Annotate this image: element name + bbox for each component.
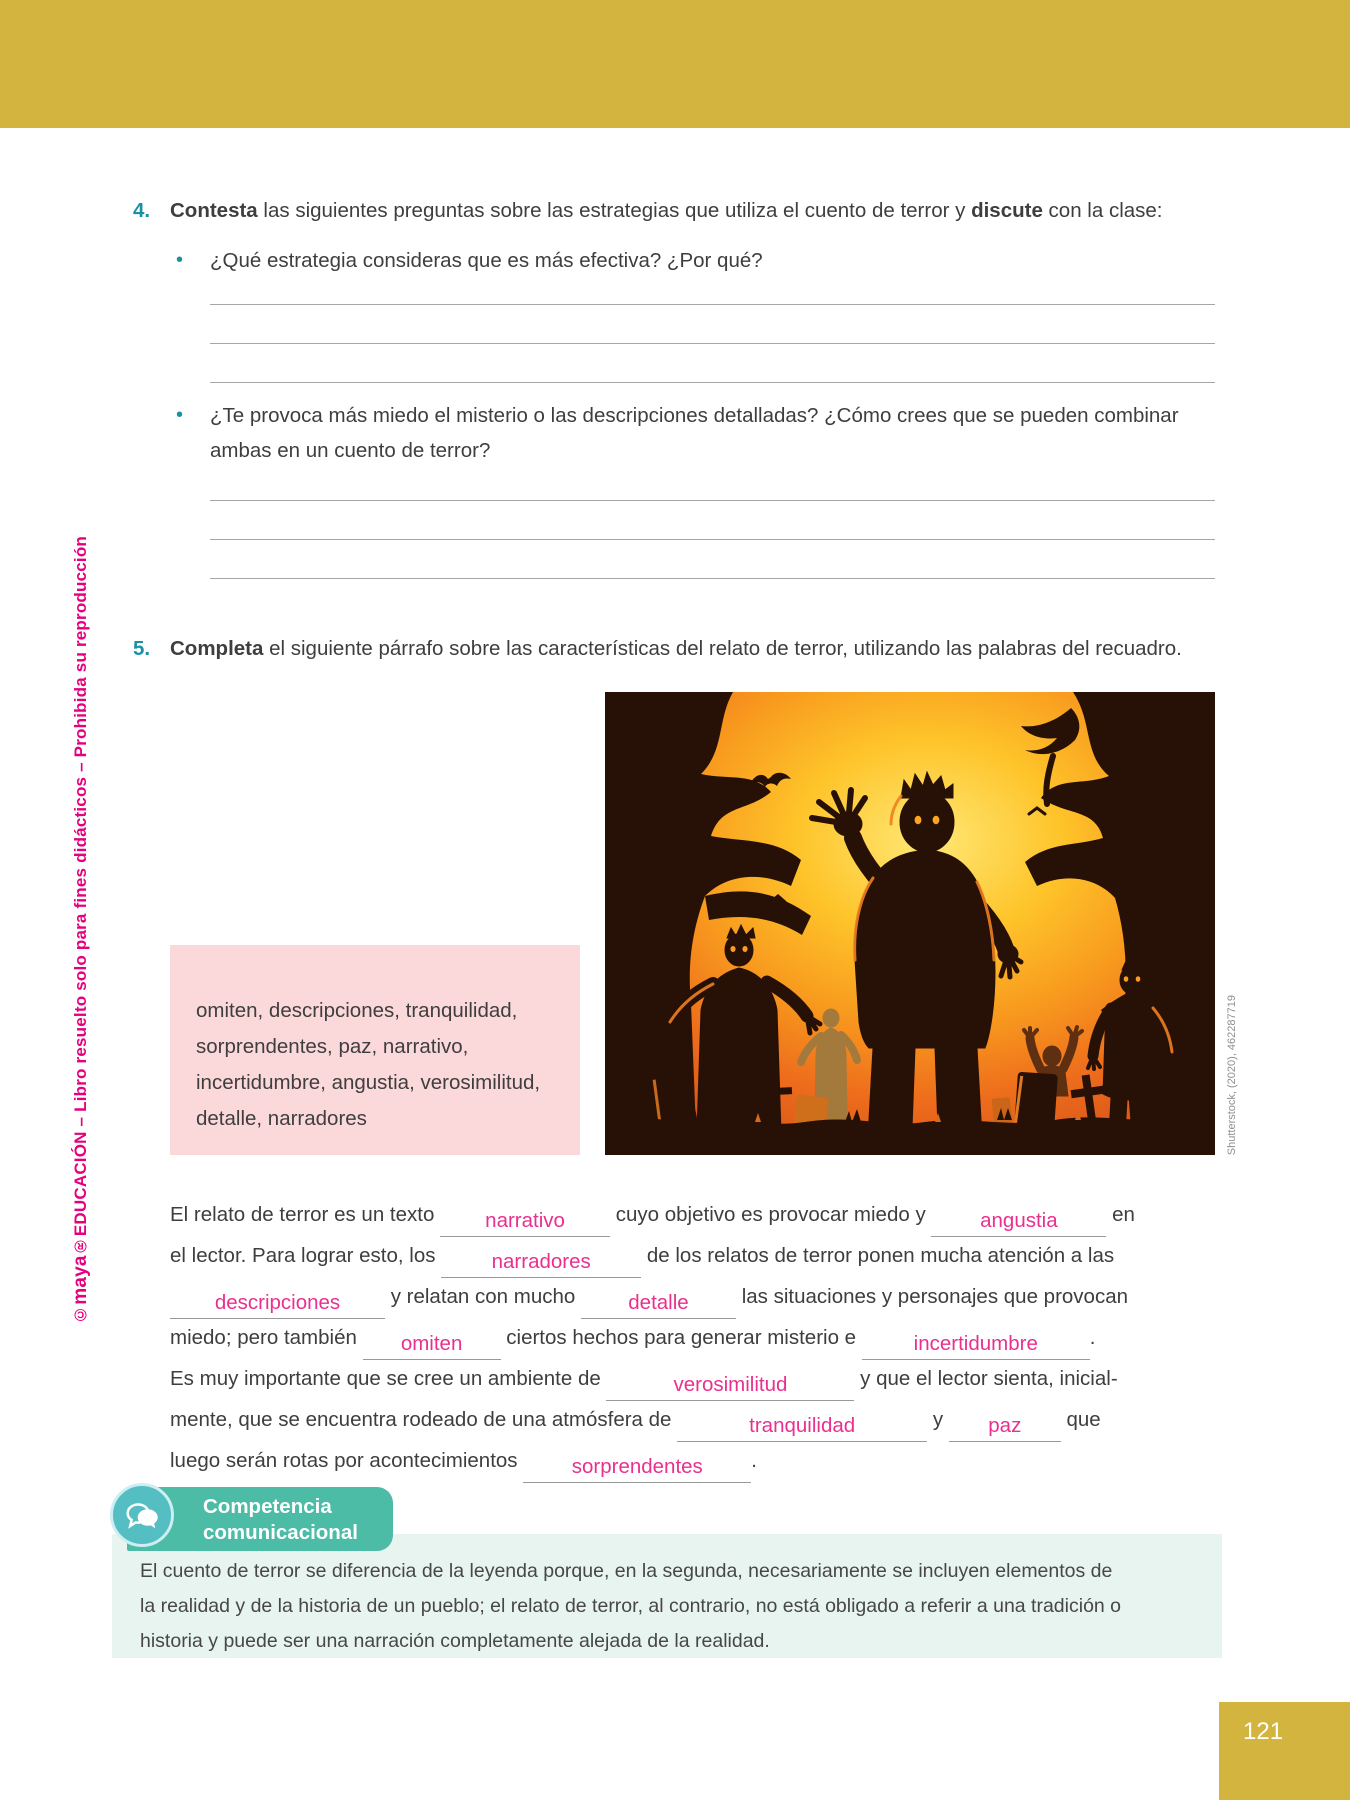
copyright-symbol: © xyxy=(71,1304,90,1324)
publisher-logo-text: maya xyxy=(70,1255,91,1305)
answer-line xyxy=(210,305,1215,344)
paragraph-text: las situaciones y personajes que provocan xyxy=(736,1285,1129,1308)
copyright-text xyxy=(70,536,92,1324)
bullet-icon: • xyxy=(176,249,184,271)
paragraph-text: Es muy importante que se cree un ambiente de xyxy=(170,1367,607,1390)
fill-in-answer: tranquilidad xyxy=(677,1411,927,1442)
fill-in-answer: sorprendentes xyxy=(523,1452,751,1483)
activity-4-instruction xyxy=(170,196,1215,226)
paragraph-text: luego serán rotas por acontecimientos xyxy=(170,1449,524,1472)
instruction-verb: Completa xyxy=(170,637,264,660)
instruction-text: el siguiente párrafo sobre las características del relato de terror, utilizando las palabras del recuadro. xyxy=(263,637,1182,660)
answer-lines-1 xyxy=(210,266,1215,383)
paragraph-text: en xyxy=(1106,1203,1135,1226)
paragraph-text: cuyo objetivo es provocar miedo y xyxy=(610,1203,932,1226)
competencia-body-line: historia y puede ser una narración completamente alejada de la realidad. xyxy=(140,1630,770,1652)
competencia-title-line2: comunicacional xyxy=(203,1521,358,1544)
answer-line xyxy=(210,501,1215,540)
competencia-body-line: la realidad y de la historia de un pueblo; el relato de terror, al contrario, no está obligado a referir a una tradición o xyxy=(140,1595,1122,1617)
paragraph-line xyxy=(170,1196,1220,1237)
activity-5 xyxy=(133,630,1215,668)
activity-5-instruction xyxy=(170,630,1215,668)
paragraph-text: el lector. Para lograr esto, los xyxy=(170,1244,442,1267)
zombie-illustration-svg xyxy=(605,692,1215,1155)
paragraph-text: miedo; pero también xyxy=(170,1326,363,1349)
fill-paragraph xyxy=(170,1196,1220,1483)
image-credit xyxy=(1224,692,1246,1155)
answer-line xyxy=(210,344,1215,383)
fill-in-answer: narradores xyxy=(441,1247,641,1278)
top-gold-band xyxy=(0,0,1350,128)
activity-4 xyxy=(133,196,1215,226)
instruction-text: las siguientes preguntas sobre las estrategias que utiliza el cuento de terror y xyxy=(257,199,972,222)
word-bank-words: omiten, descripciones, tranquilidad, sorprendentes, paz, narrativo, incertidumbre, angustia, verosimilitud, detalle, narradores xyxy=(196,999,541,1130)
paragraph-text: y que el lector sienta, inicial- xyxy=(854,1367,1118,1390)
question-1-text: ¿Qué estrategia consideras que es más efectiva? ¿Por qué? xyxy=(210,249,763,272)
copyright-sidebar xyxy=(64,400,98,1460)
chat-bubbles-glyph xyxy=(121,1494,163,1536)
paragraph-text: y relatan con mucho xyxy=(385,1285,581,1308)
paragraph-text: . xyxy=(1089,1326,1096,1349)
question-2-text: ¿Te provoca más miedo el misterio o las descripciones detalladas? ¿Cómo crees que se pueden combinar ambas en un cuento de terror? xyxy=(210,404,1179,462)
fill-in-answer: omiten xyxy=(363,1329,501,1360)
competencia-body xyxy=(112,1534,1222,1658)
paragraph-text: de los relatos de terror ponen mucha atención a las xyxy=(641,1244,1115,1267)
paragraph-text: que xyxy=(1060,1408,1101,1431)
paragraph-text: ciertos hechos para generar misterio e xyxy=(500,1326,862,1349)
paragraph-line xyxy=(170,1401,1220,1442)
paragraph-line xyxy=(170,1319,1220,1360)
competencia-title-line1: Competencia xyxy=(203,1495,332,1518)
paragraph-line xyxy=(170,1237,1220,1278)
answer-line xyxy=(210,540,1215,579)
paragraph-text: y xyxy=(927,1408,949,1431)
speech-bubbles-icon xyxy=(110,1483,174,1547)
page-number: 121 xyxy=(1243,1718,1284,1745)
paragraph-line xyxy=(170,1278,1220,1319)
fill-in-answer: descripciones xyxy=(170,1288,385,1319)
activity-4-number: 4. xyxy=(133,199,151,222)
answer-line xyxy=(210,266,1215,305)
paragraph-text: El relato de terror es un texto xyxy=(170,1203,441,1226)
zombie-graveyard-illustration xyxy=(605,692,1215,1155)
fill-in-answer: paz xyxy=(949,1411,1061,1442)
instruction-verb: Contesta xyxy=(170,199,258,222)
word-bank-box xyxy=(170,945,580,1155)
paragraph-text: mente, que se encuentra rodeado de una atmósfera de xyxy=(170,1408,678,1431)
activity-5-number: 5. xyxy=(133,637,151,660)
fill-in-answer: incertidumbre xyxy=(862,1329,1090,1360)
fill-in-answer: narrativo xyxy=(440,1206,610,1237)
instruction-text-2: con la clase: xyxy=(1042,199,1163,222)
question-2 xyxy=(176,398,1215,468)
instruction-verb-2: discute xyxy=(971,199,1043,222)
paragraph-text: . xyxy=(751,1449,757,1472)
page-number-badge xyxy=(1219,1702,1350,1800)
bullet-icon: • xyxy=(176,404,184,426)
fill-in-answer: verosimilitud xyxy=(606,1370,854,1401)
fill-in-answer: detalle xyxy=(581,1288,736,1319)
competencia-body-line: El cuento de terror se diferencia de la leyenda porque, en la segunda, necesariamente se incluyen elementos de xyxy=(140,1560,1113,1582)
fill-in-answer: angustia xyxy=(931,1206,1106,1237)
answer-lines-2 xyxy=(210,462,1215,579)
paragraph-line xyxy=(170,1360,1220,1401)
image-credit-text: Shutterstock, (2020), 462287719 xyxy=(1226,994,1238,1155)
answer-line xyxy=(210,462,1215,501)
copyright-notice: ®EDUCACIÓN – Libro resuelto solo para fines didácticos – Prohibida su reproducción xyxy=(71,536,90,1256)
paragraph-line xyxy=(170,1442,1220,1483)
